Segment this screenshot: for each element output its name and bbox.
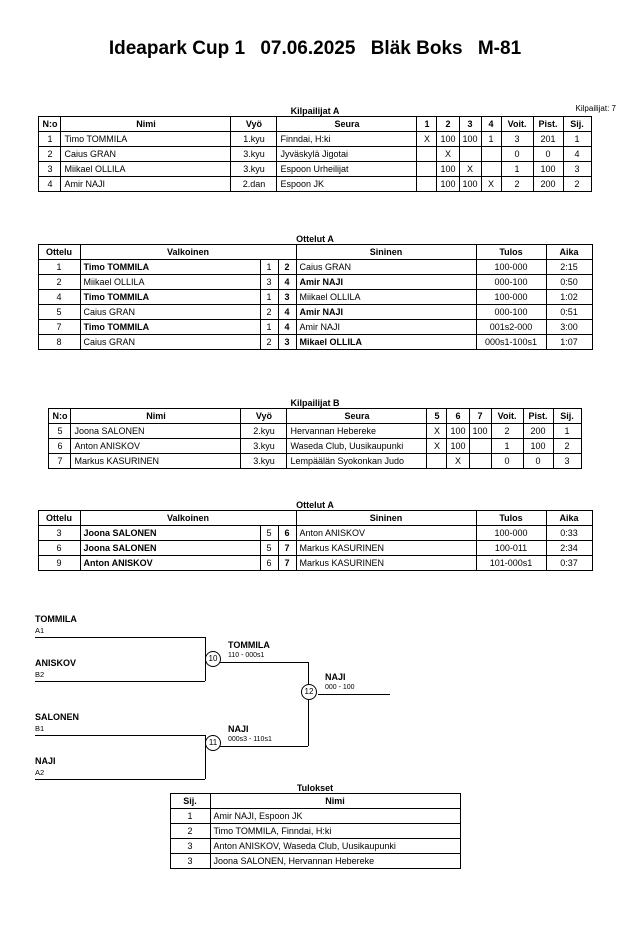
pool-a-section xyxy=(0,106,630,192)
match-time: 3:00 xyxy=(546,320,592,335)
title-date: 07.06.2025 xyxy=(260,38,356,59)
bracket-line xyxy=(35,637,205,638)
match-number: 7 xyxy=(38,320,80,335)
bracket-line xyxy=(35,779,205,780)
blue-number: 6 xyxy=(278,526,296,541)
column-header: Aika xyxy=(546,245,592,260)
wins: 1 xyxy=(491,439,523,454)
wins: 3 xyxy=(501,132,533,147)
column-header: Vyö xyxy=(231,117,277,132)
bracket-match-11-number: 11 xyxy=(205,735,221,751)
table-header-row xyxy=(39,117,591,132)
points: 200 xyxy=(533,177,563,192)
match-time: 0:51 xyxy=(546,305,592,320)
competitor-grade: 3.kyu xyxy=(241,439,287,454)
table-row xyxy=(39,177,591,192)
bracket-seed2-name: ANISKOV xyxy=(35,658,77,668)
competitor-number: 1 xyxy=(39,132,61,147)
results-table xyxy=(170,793,461,869)
round-result: 100 xyxy=(437,162,459,177)
rank: 3 xyxy=(553,454,581,469)
match-number: 5 xyxy=(38,305,80,320)
rank: 4 xyxy=(563,147,591,162)
round-result: X xyxy=(427,424,447,439)
wins: 1 xyxy=(501,162,533,177)
wins: 0 xyxy=(491,454,523,469)
bracket-seed4-name: NAJI xyxy=(35,756,56,766)
match-score: 101-000s1 xyxy=(476,556,546,571)
bracket-seed1-pos: A1 xyxy=(35,626,45,635)
competitor-club: Jyväskylä Jigotai xyxy=(277,147,417,162)
matches-a-table xyxy=(38,244,593,350)
white-competitor: Miikael OLLILA xyxy=(80,275,260,290)
bracket-semi1-score: 110 - 000s1 xyxy=(228,652,265,659)
table-row xyxy=(49,439,581,454)
round-result xyxy=(481,147,501,162)
pool-a-heading: Kilpailijat A xyxy=(290,106,340,116)
match-score: 100-000 xyxy=(476,260,546,275)
matches-a-heading: Ottelut A xyxy=(296,234,334,244)
round-result xyxy=(417,147,437,162)
competitor-number: 4 xyxy=(39,177,61,192)
competitor-grade: 3.kyu xyxy=(241,454,287,469)
result-rank: 3 xyxy=(170,839,210,854)
round-result xyxy=(481,162,501,177)
competitor-club: Hervannan Hebereke xyxy=(287,424,427,439)
match-time: 2:34 xyxy=(546,541,592,556)
round-result: X xyxy=(481,177,501,192)
column-header: Tulos xyxy=(476,511,546,526)
title-club: Bläk Boks xyxy=(370,38,463,59)
competitor-club: Finndai, H:ki xyxy=(277,132,417,147)
column-header: Nimi xyxy=(71,409,241,424)
white-number: 1 xyxy=(260,290,278,305)
bracket-final-score: 000 - 100 xyxy=(325,684,355,691)
competitor-name: Amir NAJI xyxy=(61,177,231,192)
white-competitor: Timo TOMMILA xyxy=(80,260,260,275)
result-rank: 1 xyxy=(170,809,210,824)
column-header: N:o xyxy=(49,409,71,424)
competitor-grade: 2.dan xyxy=(231,177,277,192)
match-score: 000s1-100s1 xyxy=(476,335,546,350)
bracket-line xyxy=(35,681,205,682)
results-heading: Tulokset xyxy=(296,783,334,793)
bracket-seed1-name: TOMMILA xyxy=(35,614,77,624)
blue-competitor: Caius GRAN xyxy=(296,260,476,275)
competitor-club: Espoon Urheilijat xyxy=(277,162,417,177)
column-header: Sininen xyxy=(296,511,476,526)
blue-competitor: Markus KASURINEN xyxy=(296,541,476,556)
bracket-line xyxy=(35,735,205,736)
blue-number: 7 xyxy=(278,556,296,571)
column-header: 1 xyxy=(417,117,437,132)
result-name: Anton ANISKOV, Waseda Club, Uusikaupunki xyxy=(210,839,460,854)
white-number: 6 xyxy=(260,556,278,571)
column-header: 4 xyxy=(481,117,501,132)
match-number: 8 xyxy=(38,335,80,350)
white-competitor: Caius GRAN xyxy=(80,335,260,350)
blue-number: 2 xyxy=(278,260,296,275)
round-result: 100 xyxy=(469,424,491,439)
column-header: 2 xyxy=(437,117,459,132)
match-number: 4 xyxy=(38,290,80,305)
column-header: Sij. xyxy=(553,409,581,424)
matches-a-section xyxy=(0,234,630,350)
bracket-semi2-score: 000s3 - 110s1 xyxy=(228,736,272,743)
bracket-line xyxy=(318,694,390,695)
round-result xyxy=(427,454,447,469)
matches-b-table xyxy=(38,510,593,571)
bracket-seed4-pos: A2 xyxy=(35,768,45,777)
bracket-seed3-pos: B1 xyxy=(35,724,45,733)
table-row xyxy=(170,824,460,839)
bracket-final-winner: NAJI xyxy=(325,672,346,682)
column-header: Aika xyxy=(546,511,592,526)
white-competitor: Timo TOMMILA xyxy=(80,290,260,305)
competitor-grade: 2.kyu xyxy=(241,424,287,439)
match-number: 2 xyxy=(38,275,80,290)
match-number: 1 xyxy=(38,260,80,275)
wins: 2 xyxy=(491,424,523,439)
results-section xyxy=(0,783,630,869)
white-competitor: Caius GRAN xyxy=(80,305,260,320)
bracket-line xyxy=(220,662,308,663)
blue-number: 4 xyxy=(278,320,296,335)
result-name: Amir NAJI, Espoon JK xyxy=(210,809,460,824)
white-competitor: Joona SALONEN xyxy=(80,541,260,556)
match-time: 1:07 xyxy=(546,335,592,350)
competitor-number: 2 xyxy=(39,147,61,162)
table-row xyxy=(49,454,581,469)
table-row xyxy=(170,854,460,869)
bracket-match-10-number: 10 xyxy=(205,651,221,667)
round-result xyxy=(417,177,437,192)
column-header: Vyö xyxy=(241,409,287,424)
result-rank: 3 xyxy=(170,854,210,869)
blue-competitor: Miikael OLLILA xyxy=(296,290,476,305)
column-header: 3 xyxy=(459,117,481,132)
blue-competitor: Amir NAJI xyxy=(296,320,476,335)
round-result: 100 xyxy=(459,177,481,192)
table-row xyxy=(38,556,592,571)
round-result: 100 xyxy=(447,424,469,439)
matches-b-section xyxy=(0,500,630,571)
column-header: 5 xyxy=(427,409,447,424)
column-header: N:o xyxy=(39,117,61,132)
table-row xyxy=(170,809,460,824)
blue-competitor: Markus KASURINEN xyxy=(296,556,476,571)
match-time: 1:02 xyxy=(546,290,592,305)
page xyxy=(0,38,630,929)
white-number: 2 xyxy=(260,335,278,350)
blue-number: 4 xyxy=(278,275,296,290)
competitor-grade: 1.kyu xyxy=(231,132,277,147)
column-header: Valkoinen xyxy=(80,511,296,526)
pool-b-section xyxy=(0,398,630,469)
match-score: 100-000 xyxy=(476,526,546,541)
column-header: Nimi xyxy=(210,794,460,809)
round-result: X xyxy=(459,162,481,177)
bracket-line xyxy=(308,662,309,746)
matches-b-heading: Ottelut A xyxy=(296,500,334,510)
competitor-name: Markus KASURINEN xyxy=(71,454,241,469)
column-header: Sij. xyxy=(563,117,591,132)
table-row xyxy=(49,424,581,439)
white-number: 1 xyxy=(260,260,278,275)
column-header: Voit. xyxy=(501,117,533,132)
table-header-row xyxy=(38,511,592,526)
round-result xyxy=(417,162,437,177)
rank: 2 xyxy=(553,439,581,454)
white-competitor: Joona SALONEN xyxy=(80,526,260,541)
white-number: 3 xyxy=(260,275,278,290)
round-result: X xyxy=(447,454,469,469)
round-result xyxy=(459,147,481,162)
round-result: X xyxy=(427,439,447,454)
competitor-club: Lempäälän Syokonkan Judo xyxy=(287,454,427,469)
round-result: X xyxy=(437,147,459,162)
points: 200 xyxy=(523,424,553,439)
white-competitor: Anton ANISKOV xyxy=(80,556,260,571)
round-result: 100 xyxy=(447,439,469,454)
bracket-line xyxy=(220,746,308,747)
table-header-row xyxy=(38,245,592,260)
column-header: 7 xyxy=(469,409,491,424)
table-row xyxy=(39,132,591,147)
blue-number: 7 xyxy=(278,541,296,556)
title-category: M-81 xyxy=(477,38,522,59)
competitor-number: 3 xyxy=(39,162,61,177)
column-header: Tulos xyxy=(476,245,546,260)
competitors-count: Kilpailijat: 7 xyxy=(575,104,616,113)
table-row xyxy=(38,335,592,350)
result-name: Joona SALONEN, Hervannan Hebereke xyxy=(210,854,460,869)
match-time: 2:15 xyxy=(546,260,592,275)
white-competitor: Timo TOMMILA xyxy=(80,320,260,335)
competitor-name: Joona SALONEN xyxy=(71,424,241,439)
round-result: 100 xyxy=(459,132,481,147)
column-header: Sininen xyxy=(296,245,476,260)
wins: 0 xyxy=(501,147,533,162)
match-number: 9 xyxy=(38,556,80,571)
bracket-seed3-name: SALONEN xyxy=(35,712,80,722)
white-number: 2 xyxy=(260,305,278,320)
bracket-semi1-winner: TOMMILA xyxy=(228,640,270,650)
table-row xyxy=(38,526,592,541)
table-row xyxy=(38,275,592,290)
competitor-name: Anton ANISKOV xyxy=(71,439,241,454)
rank: 1 xyxy=(553,424,581,439)
white-number: 5 xyxy=(260,526,278,541)
table-row xyxy=(38,260,592,275)
competitor-name: Caius GRAN xyxy=(61,147,231,162)
match-number: 6 xyxy=(38,541,80,556)
table-row xyxy=(38,320,592,335)
white-number: 1 xyxy=(260,320,278,335)
bracket-semi2-winner: NAJI xyxy=(228,724,249,734)
round-result xyxy=(469,439,491,454)
blue-competitor: Mikael OLLILA xyxy=(296,335,476,350)
wins: 2 xyxy=(501,177,533,192)
rank: 3 xyxy=(563,162,591,177)
competitor-name: Timo TOMMILA xyxy=(61,132,231,147)
competitor-club: Waseda Club, Uusikaupunki xyxy=(287,439,427,454)
column-header: 6 xyxy=(447,409,469,424)
table-header-row xyxy=(49,409,581,424)
competitor-number: 7 xyxy=(49,454,71,469)
points: 0 xyxy=(533,147,563,162)
round-result: 100 xyxy=(437,132,459,147)
match-time: 0:37 xyxy=(546,556,592,571)
table-row xyxy=(39,162,591,177)
match-score: 001s2-000 xyxy=(476,320,546,335)
match-time: 0:50 xyxy=(546,275,592,290)
title-event: Ideapark Cup 1 xyxy=(108,38,246,59)
blue-competitor: Amir NAJI xyxy=(296,305,476,320)
column-header: Ottelu xyxy=(38,245,80,260)
blue-number: 3 xyxy=(278,290,296,305)
bracket-seed2-pos: B2 xyxy=(35,670,45,679)
competitor-number: 6 xyxy=(49,439,71,454)
table-row xyxy=(38,541,592,556)
column-header: Pist. xyxy=(523,409,553,424)
competitor-grade: 3.kyu xyxy=(231,162,277,177)
result-name: Timo TOMMILA, Finndai, H:ki xyxy=(210,824,460,839)
column-header: Seura xyxy=(277,117,417,132)
match-score: 000-100 xyxy=(476,275,546,290)
round-result xyxy=(469,454,491,469)
table-row xyxy=(38,305,592,320)
points: 100 xyxy=(523,439,553,454)
pool-b-heading: Kilpailijat B xyxy=(290,398,340,408)
points: 100 xyxy=(533,162,563,177)
round-result: 100 xyxy=(437,177,459,192)
table-row xyxy=(170,839,460,854)
column-header: Nimi xyxy=(61,117,231,132)
blue-number: 4 xyxy=(278,305,296,320)
white-number: 5 xyxy=(260,541,278,556)
match-score: 100-011 xyxy=(476,541,546,556)
pool-a-table xyxy=(38,116,591,192)
competitor-number: 5 xyxy=(49,424,71,439)
round-result: X xyxy=(417,132,437,147)
rank: 1 xyxy=(563,132,591,147)
bracket-diagram xyxy=(0,604,630,779)
blue-number: 3 xyxy=(278,335,296,350)
points: 0 xyxy=(523,454,553,469)
bracket-match-12-number: 12 xyxy=(301,684,317,700)
round-result: 1 xyxy=(481,132,501,147)
table-header-row xyxy=(170,794,460,809)
match-score: 000-100 xyxy=(476,305,546,320)
points: 201 xyxy=(533,132,563,147)
blue-competitor: Amir NAJI xyxy=(296,275,476,290)
column-header: Pist. xyxy=(533,117,563,132)
match-number: 3 xyxy=(38,526,80,541)
competitor-name: Miikael OLLILA xyxy=(61,162,231,177)
table-row xyxy=(39,147,591,162)
pool-b-table xyxy=(48,408,581,469)
rank: 2 xyxy=(563,177,591,192)
page-title xyxy=(0,38,630,60)
result-rank: 2 xyxy=(170,824,210,839)
column-header: Sij. xyxy=(170,794,210,809)
match-time: 0:33 xyxy=(546,526,592,541)
column-header: Seura xyxy=(287,409,427,424)
blue-competitor: Anton ANISKOV xyxy=(296,526,476,541)
column-header: Valkoinen xyxy=(80,245,296,260)
competitor-club: Espoon JK xyxy=(277,177,417,192)
column-header: Ottelu xyxy=(38,511,80,526)
column-header: Voit. xyxy=(491,409,523,424)
table-row xyxy=(38,290,592,305)
match-score: 100-000 xyxy=(476,290,546,305)
competitor-grade: 3.kyu xyxy=(231,147,277,162)
